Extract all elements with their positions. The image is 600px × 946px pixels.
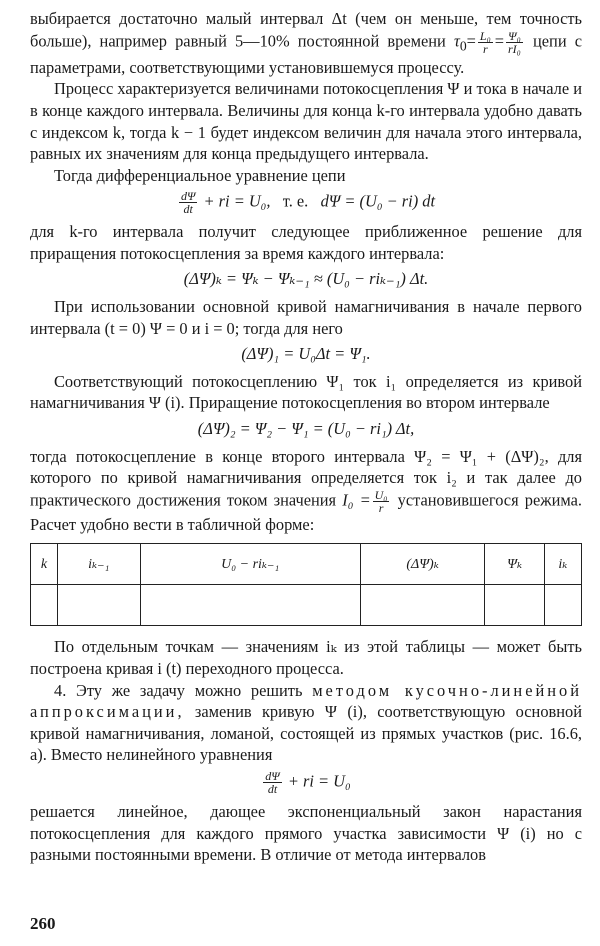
tau-symbol: τ (453, 30, 460, 50)
page-number: 260 (30, 914, 56, 933)
fraction-numerator: Ψ₀ (506, 30, 523, 43)
paragraph-2: Процесс характеризуется величинами потокосцепления Ψ и тока в начале и в конце каждого интервала. Величины для конца k-го интервала удобно давать с индексом k, тогда k − 1 будет индексом величин для начала этого интервала, равных их значениям для конца предыдущего интервала. (30, 79, 582, 164)
table-header-cell: (ΔΨ)ₖ (360, 544, 485, 585)
fraction-l0-over-r (478, 30, 493, 55)
paragraph-9 (30, 680, 582, 766)
paragraph-10: решается линейное, дающее экспоненциальный закон нарастания потокосцепления для каждого прямого участка зависимости Ψ (i) но с разными постоянными времени. В отличие от метода интервалов (30, 801, 582, 865)
table-cell (57, 585, 140, 626)
table-cell (140, 585, 360, 626)
table-header-cell: k (31, 544, 58, 585)
equation-text: + ri = U₀, (203, 191, 271, 211)
table-row (31, 585, 582, 626)
fraction-numerator: L₀ (479, 28, 491, 43)
table-cell (485, 585, 544, 626)
paragraph-3: Тогда дифференциальное уравнение цепи (54, 165, 346, 185)
spaced-emphasis: методом кусочно-линейной аппроксимации, (30, 680, 582, 722)
text-run: тогда потокосцепление в конце второго интервала Ψ₂ = Ψ₁ + (ΔΨ)₂, для которого по кривой намагничивания определяется ток i₂ и так далее до практического достижения током значения (30, 446, 582, 510)
table-cell (31, 585, 58, 626)
equation-5 (30, 770, 582, 795)
equation-2: (ΔΨ)ₖ = Ψₖ − Ψₖ₋₁ ≈ (U₀ − riₖ₋₁) Δt. (183, 269, 429, 289)
fraction-denominator: dt (267, 781, 278, 796)
table-header-cell: U₀ − riₖ₋₁ (140, 544, 360, 585)
table-cell (544, 585, 581, 626)
fraction-dpsi-dt (263, 770, 281, 795)
paragraph-5: При использовании основной кривой намагничивания в начале первого интервала (t = 0) Ψ = 0 и i = 0; тогда для него (30, 297, 582, 338)
equation-3: (ΔΨ)₁ = U₀Δt = Ψ₁. (241, 344, 371, 364)
tau-subscript: 0 (459, 38, 467, 54)
table-header-cell: iₖ (544, 544, 581, 585)
fraction-u0-over-r (373, 489, 390, 514)
table-header-row (31, 544, 582, 585)
text-run: цепи с параметрами, соответствующими установившемуся процессу. (30, 30, 582, 77)
paragraph-1 (30, 8, 582, 78)
paragraph-8: По отдельным точкам — значениям iₖ из этой таблицы — может быть построена кривая i (t) переходного процесса. (30, 637, 582, 679)
text-run: выбирается достаточно малый интервал Δt (чем он меньше, тем точность больше), например равный 5—10% постоянной времени (30, 9, 582, 50)
text-run: установившегося режима. Расчет удобно вести в табличной форме: (30, 490, 582, 534)
table-cell (360, 585, 485, 626)
fraction-numerator: dΨ (265, 768, 280, 783)
fraction-dpsi-dt (179, 190, 197, 215)
fraction-psi0-over-ri0 (506, 30, 523, 55)
equals-sign: = (494, 30, 505, 50)
equation-1 (30, 190, 582, 215)
equation-text: dΨ = (U₀ − ri) dt (320, 191, 436, 211)
equation-connector: т. е. (282, 191, 309, 211)
paragraph-4: для k-го интервала получит следующее приближенное решение для приращения потокосцепления за время каждого интервала: (30, 222, 582, 263)
table-header-cell: iₖ₋₁ (57, 544, 140, 585)
calculation-table (30, 543, 582, 626)
paragraph-7 (30, 446, 582, 536)
page-body (30, 8, 582, 866)
fraction-denominator: rI₀ (508, 41, 521, 56)
i0-symbol: I₀ = (342, 490, 371, 510)
paragraph-6: Соответствующий потокосцеплению Ψ₁ ток i₁ определяется из кривой намагничивания Ψ (i). Приращение потокосцепления во втором интервале (30, 371, 582, 413)
equation-text: + ri = U₀ (287, 771, 351, 791)
equals-sign: = (466, 30, 476, 50)
text-run: 4. Эту же задачу можно решить (54, 680, 303, 700)
equation-4: (ΔΨ)₂ = Ψ₂ − Ψ₁ = (U₀ − ri₁) Δt, (197, 419, 415, 439)
fraction-denominator: r (483, 41, 488, 56)
fraction-numerator: dΨ (180, 189, 196, 204)
fraction-numerator: U₀ (374, 487, 388, 502)
table-header-cell: Ψₖ (485, 544, 544, 585)
fraction-denominator: dt (183, 202, 193, 217)
fraction-denominator: r (378, 500, 384, 515)
text-run: заменив кривую Ψ (i), соответствующую основной кривой намагничивания, ломаной, состоящей из прямых участков (рис. 16.6, а). Вместо нелинейного уравнения (30, 702, 582, 765)
